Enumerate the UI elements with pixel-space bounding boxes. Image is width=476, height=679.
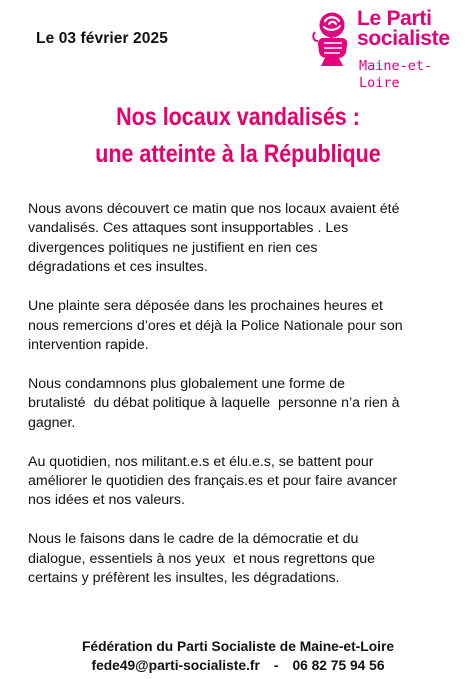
- logo-region-line-1: Maine-et-: [359, 58, 433, 74]
- text-line: Nous condamnons plus globalement une forme de: [28, 375, 346, 392]
- document-date: Le 03 février 2025: [36, 30, 168, 47]
- text-line: divergences politiques ne justifient en rien ces: [28, 239, 318, 256]
- statement-body: [28, 200, 458, 608]
- text-line: intervention rapide.: [28, 336, 149, 353]
- text-line: Une plainte sera déposée dans les prochaines heures et: [28, 298, 383, 315]
- text-line: améliorer le quotidien des français.es et pour faire avancer: [28, 472, 398, 489]
- footer-contact: [0, 656, 476, 675]
- paragraph-2: [28, 297, 458, 355]
- text-line: brutalisté du débat politique à laquelle personne n’a rien à: [28, 395, 400, 412]
- title-line-1: Nos locaux vandalisés :: [116, 103, 360, 131]
- text-line: Au quotidien, nos militant.e.s et élu.e.s, se battent pour: [28, 453, 374, 470]
- text-line: nos idées et nos valeurs.: [28, 492, 185, 509]
- party-logo: [309, 8, 469, 100]
- page-title: [33, 99, 442, 173]
- footer: [0, 637, 476, 675]
- text-line: Nous le faisons dans le cadre de la démocratie et du: [28, 531, 359, 548]
- footer-separator: -: [273, 658, 279, 673]
- text-line: Nous avons découvert ce matin que nos locaux avaient été: [28, 201, 400, 217]
- text-line: nous remercions d’ores et déjà la Police Nationale pour son: [28, 317, 403, 334]
- logo-region: [359, 58, 432, 92]
- paragraph-3: [28, 375, 458, 433]
- text-line: dialogue, essentiels à nos yeux et nous regrettons que: [28, 550, 376, 567]
- text-line: dégradations et ces insultes.: [28, 259, 208, 276]
- text-line: certains y préfèrent les insultes, les dégradations.: [28, 570, 340, 587]
- logo-line-1: Le Parti: [357, 7, 432, 30]
- text-line: gagner.: [28, 414, 76, 431]
- paragraph-4: [28, 453, 458, 511]
- title-line-2: une atteinte à la République: [95, 140, 381, 168]
- logo-party-name: [357, 9, 450, 49]
- rose-fist-icon: [309, 10, 355, 66]
- footer-phone[interactable]: 06 82 75 94 56: [292, 658, 385, 673]
- text-line: vandalisés. Ces attaques sont insupportables . Les: [28, 220, 349, 237]
- footer-email[interactable]: fede49@parti-socialiste.fr: [91, 658, 260, 673]
- logo-region-line-2: Loire: [359, 75, 400, 91]
- paragraph-5: [28, 530, 458, 588]
- logo-line-2: socialiste: [357, 27, 450, 50]
- paragraph-1: [28, 200, 458, 278]
- footer-org: Fédération du Parti Socialiste de Maine-et-Loire: [81, 639, 395, 654]
